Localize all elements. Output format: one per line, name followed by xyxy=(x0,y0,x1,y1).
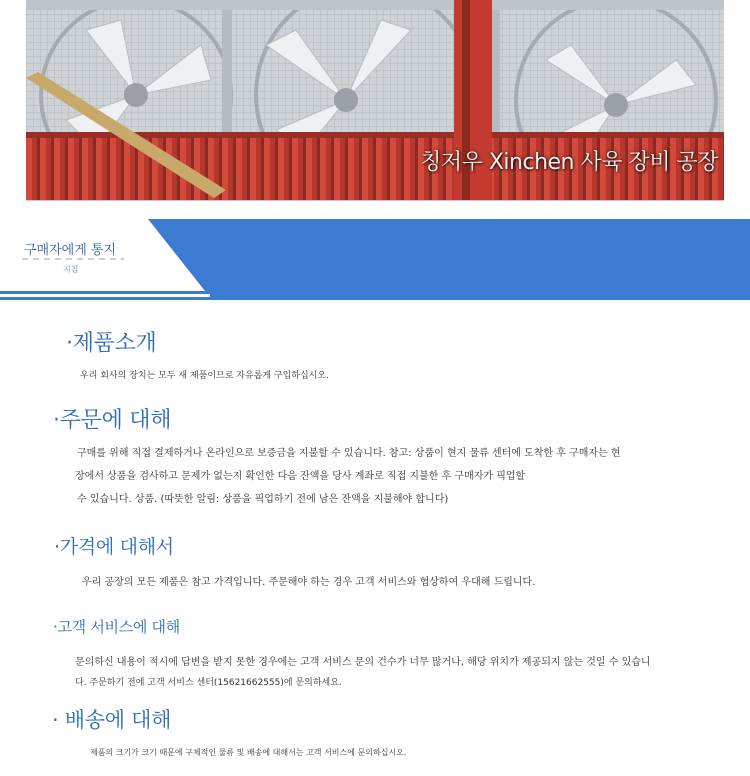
section-orders-line-3: 수 있습니다. 상품. (따뜻한 알림: 상품을 픽업하기 전에 남은 잔액을 지불해야 합니다) xyxy=(77,494,449,505)
section-customer-service-line-1: 문의하신 내용이 적시에 답변을 받지 못한 경우에는 고객 서비스 문의 건수가 너무 많거나, 해당 위치가 제공되지 않는 것일 수 있습니 xyxy=(75,657,651,668)
notice-title: 구매자에게 통지 xyxy=(24,243,117,258)
photo-caption: 칭저우 Xinchen 사육 장비 공장 xyxy=(420,150,718,175)
section-heading-pricing: ·가격에 대해서 xyxy=(54,536,174,558)
section-pricing-text: 우리 공장의 모든 제품은 참고 가격입니다. 주문해야 하는 경우 고객 서비스와 협상하여 우대해 드립니다. xyxy=(82,577,536,588)
factory-photo xyxy=(26,0,724,201)
section-orders-line-1: 구매를 위해 직접 결제하거나 온라인으로 보증금을 지불할 수 있습니다. 참고: 상품이 현지 물류 센터에 도착한 후 구매자는 현 xyxy=(77,448,621,459)
section-heading-customer-service: ·고객 서비스에 대해 xyxy=(53,618,180,636)
section-heading-product-intro: ·제품소개 xyxy=(66,331,157,356)
section-customer-service-line-2: 다. 주문하기 전에 고객 서비스 센터(15621662555)에 문의하세요. xyxy=(75,678,342,688)
section-heading-orders: ·주문에 대해 xyxy=(53,408,172,433)
section-orders-line-2: 장에서 상품을 검사하고 문제가 없는지 확인한 다음 잔액을 당사 계좌로 직접 지불한 후 구매자가 픽업할 xyxy=(75,471,526,482)
section-shipping-text: 제품의 크기가 크기 때문에 구체적인 물류 및 배송에 대해서는 고객 서비스에 문의하십시오. xyxy=(90,748,407,757)
notice-divider xyxy=(22,258,124,260)
notice-stripe xyxy=(0,294,210,297)
notice-subtitle: 지침 xyxy=(63,265,79,274)
section-product-intro-text: 우리 회사의 장치는 모두 새 제품이므로 자유롭게 구입하십시오. xyxy=(80,371,329,381)
notice-banner xyxy=(0,219,750,300)
section-heading-shipping: · 배송에 대해 xyxy=(52,708,172,732)
